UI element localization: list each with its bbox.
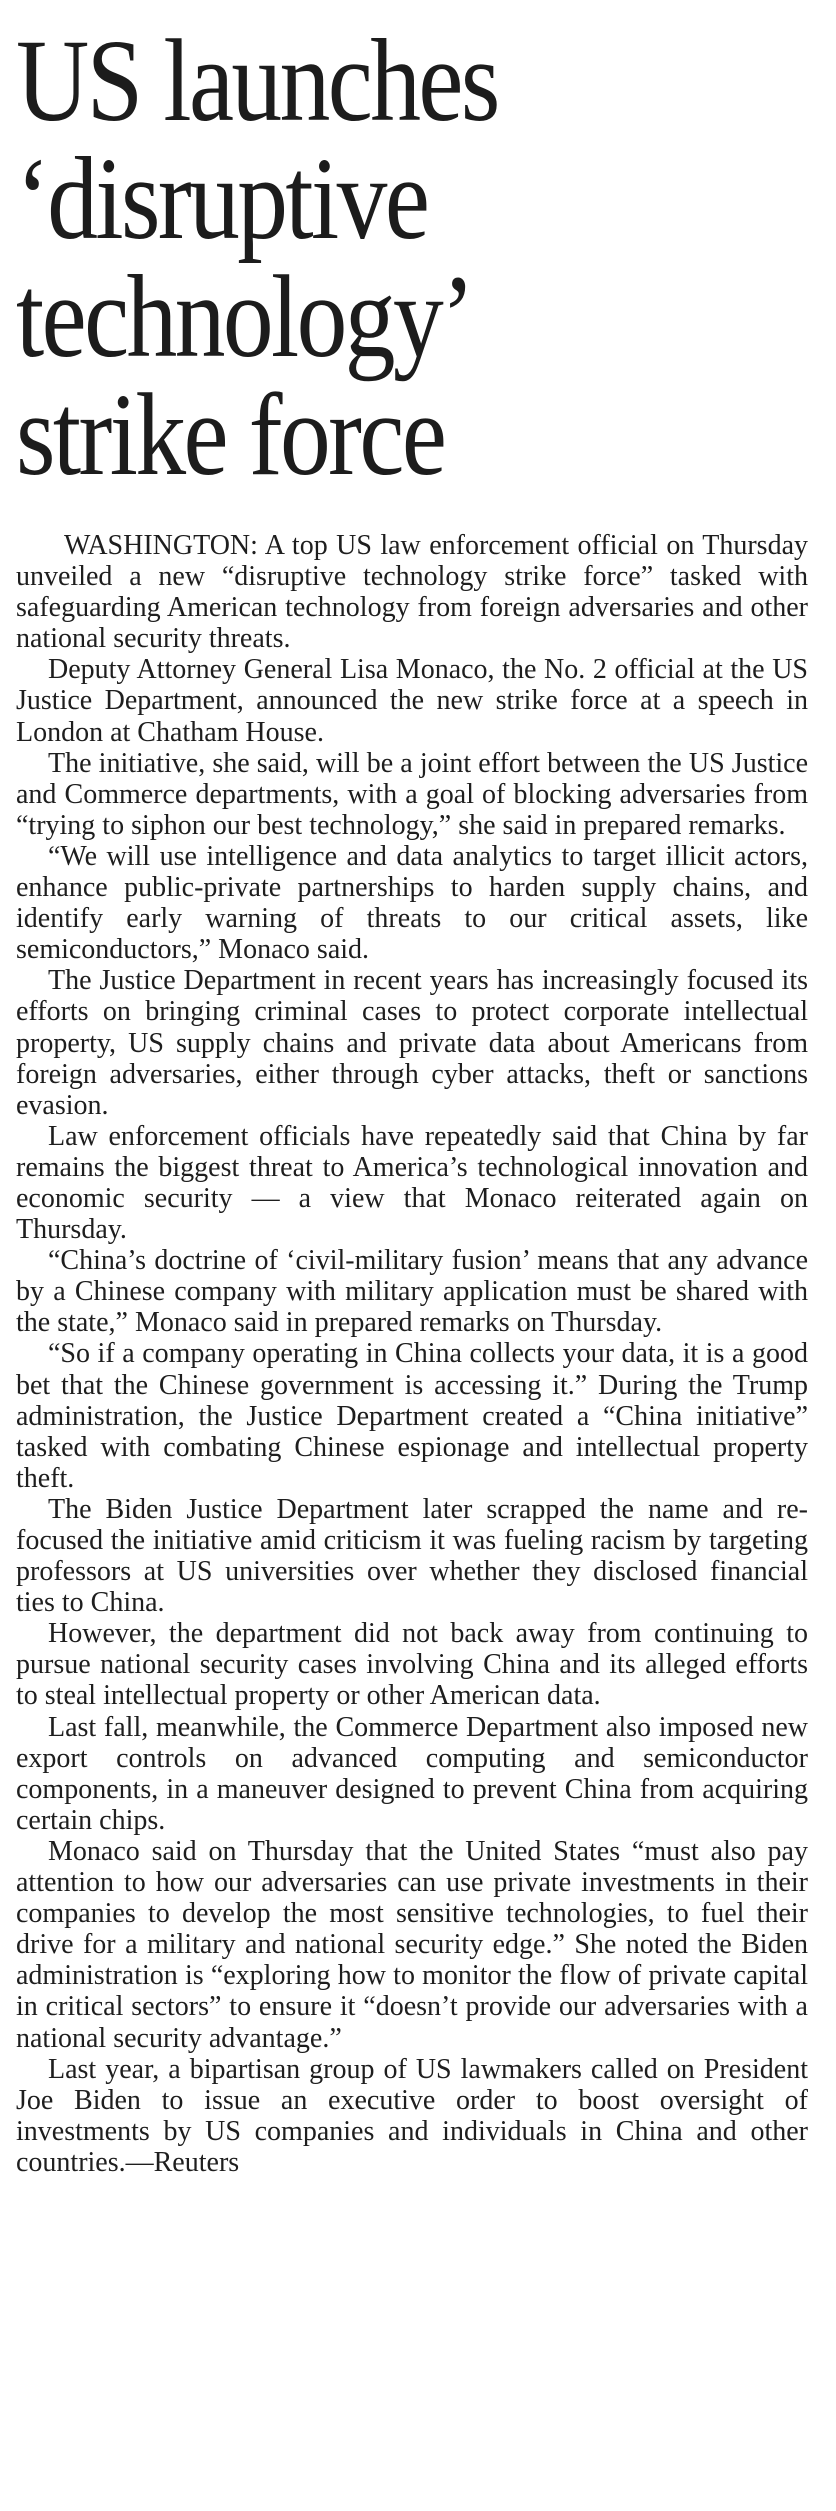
paragraph: Monaco said on Thursday that the United States “must also pay attention to how our adversaries can use private investments in their companies to develop the most sensitive technologies, to fuel their drive for a military and national security edge.” She noted the Biden administration is “exploring how to monitor the flow of private capital in critical sectors” to ensure it “doesn’t provide our adversaries with a national security advantage.” (16, 1835, 808, 2054)
headline-line: technology’ (16, 251, 473, 382)
paragraph: However, the department did not back away from continuing to pursue national security cases involving China and its alleged efforts to steal intellectual property or other American data. (16, 1618, 808, 1712)
paragraph: “So if a company operating in China collects your data, it is a good bet that the Chinese government is accessing it.” During the Trump administration, the Justice Department created a “China initiative” tasked with combating Chinese espionage and intellectual property theft. (16, 1338, 808, 1494)
paragraph: “We will use intelligence and data analytics to target illicit actors, enhance public-private partnerships to harden supply chains, and identify early warning of threats to our critical assets, like semiconductors,” Monaco said. (16, 840, 808, 966)
paragraph-dateline: WASHINGTON: A top US law enforcement official on Thursday unveiled a new “disruptive technology strike force” tasked with safeguarding American technology from foreign adversaries and other national security threats. (16, 530, 808, 655)
headline-line: ‘disruptive (16, 133, 428, 264)
paragraph: Last fall, meanwhile, the Commerce Department also imposed new export controls on advanced computing and semiconductor components, in a maneuver designed to prevent China from acquiring certain chips. (16, 1711, 808, 1836)
article-body (16, 530, 808, 2178)
paragraph: Deputy Attorney General Lisa Monaco, the No. 2 official at the US Justice Department, announced the new strike force at a speech in London at Chatham House. (16, 654, 808, 748)
paragraph: Law enforcement officials have repeatedly said that China by far remains the biggest threat to America’s technological innovation and economic security — a view that Monaco reiterated again on Thursday. (16, 1120, 808, 1246)
headline (16, 15, 807, 500)
headline-line: strike force (16, 369, 445, 500)
headline-line: US launches (16, 15, 498, 146)
news-article (16, 0, 808, 2178)
paragraph: The Biden Justice Department later scrapped the name and re-focused the initiative amid criticism it was fueling racism by targeting professors at US universities over whether they disclosed financial ties to China. (16, 1493, 808, 1619)
paragraph: “China’s doctrine of ‘civil-military fusion’ means that any advance by a Chinese company with military application must be shared with the state,” Monaco said in prepared remarks on Thursday. (16, 1245, 808, 1339)
paragraph: The initiative, she said, will be a joint effort between the US Justice and Commerce departments, with a goal of blocking adversaries from “trying to siphon our best technology,” she said in prepared remarks. (16, 747, 808, 841)
paragraph: The Justice Department in recent years has increasingly focused its efforts on bringing criminal cases to protect corporate intellectual property, US supply chains and private data about Americans from foreign adversaries, either through cyber attacks, theft or sanctions evasion. (16, 965, 808, 1121)
paragraph-final-byline: Last year, a bipartisan group of US lawmakers called on President Joe Biden to issue an executive order to boost oversight of investments by US companies and individuals in China and other countries.—Reuters (16, 2053, 808, 2178)
